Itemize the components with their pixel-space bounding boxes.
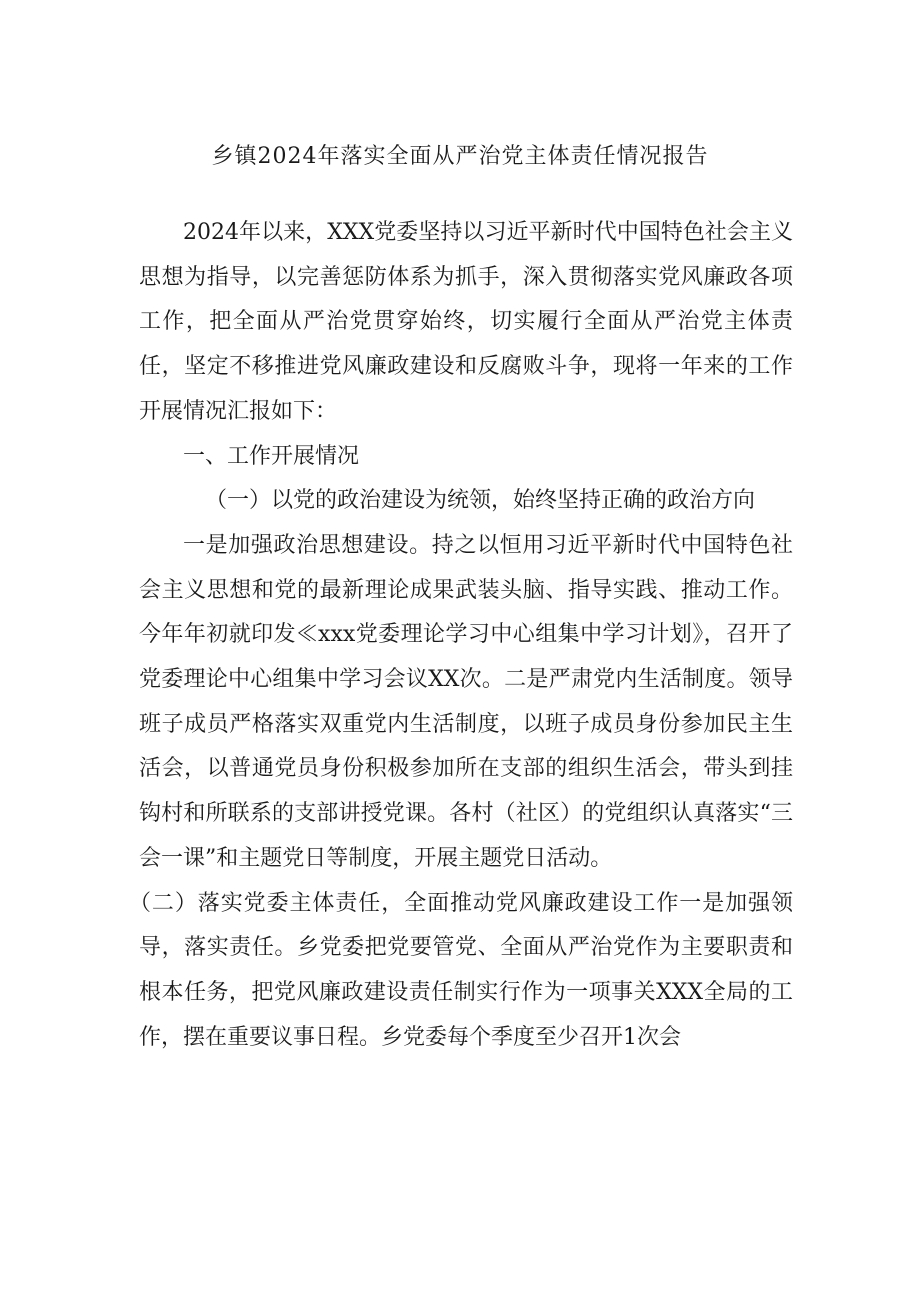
subsection-heading-1: （一）以党的政治建设为统领，始终坚持正确的政治方向 [205,488,756,514]
document-title: 乡镇2024年落实全面从严治党主体责任情况报告 [211,144,709,169]
subsection-paragraph-2: （二）落实党委主体责任，全面推动党风廉政建设工作一是加强领导，落实责任。乡党委把党要管党、全面从严治党作为主要职责和根本任务，把党风廉政建设责任制实行作为一项事关XXX全局的工作，摆在重要议事日程。乡党委每个季度至少召开1次会 [129,890,793,1050]
body-paragraph-1: 一是加强政治思想建设。持之以恒用习近平新时代中国特色社会主义思想和党的最新理论成果武装头脑、指导实践、推动工作。今年年初就印发≪xxx党委理论学习中心组集中学习计划》，召开了党委理论中心组集中学习会议XX次。二是严肃党内生活制度。领导班子成员严格落实双重党内生活制度，以班子成员身份参加民主生活会，以普通党员身份积极参加所在支部的组织生活会，带头到挂钩村和所联系的支部讲授党课。各村（社区）的党组织认真落实“三会一课”和主题党日等制度，开展主题党日活动。 [139,532,793,871]
section-heading-1: 一、工作开展情况 [183,443,360,469]
intro-paragraph: 2024年以来，XXX党委坚持以习近平新时代中国特色社会主义思想为指导，以完善惩防体系为抓手，深入贯彻落实党风廉政各项工作，把全面从严治党贯穿始终，切实履行全面从严治党主体责任，坚定不移推进党风廉政建设和反腐败斗争，现将一年来的工作开展情况汇报如下： [139,220,793,424]
document-body [129,211,793,1060]
